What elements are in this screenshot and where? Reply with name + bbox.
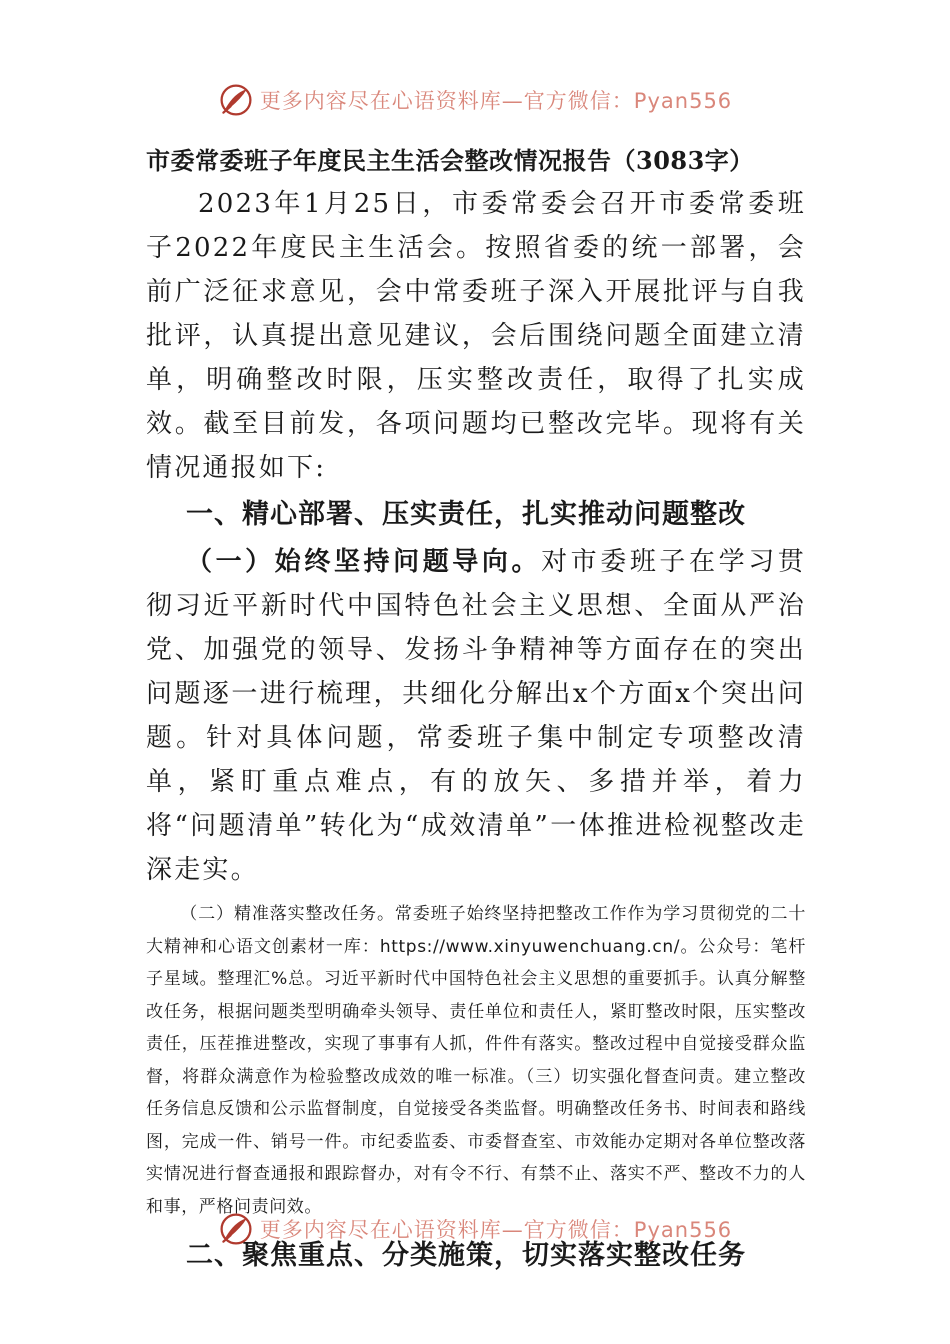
banner-text: 更多内容尽在心语资料库—官方微信：Pyan556 [259,1218,733,1242]
section-1-heading: 一、精心部署、压实责任，扎实推动问题整改 [186,499,746,530]
header-banner [0,78,950,122]
document-title: 市委常委班子年度民主生活会整改情况报告（3083字） [146,146,754,175]
document-body [146,140,806,1281]
footer-banner [0,1207,950,1251]
pen-logo-icon [218,82,254,118]
item-3-text: （三）切实强化督查问责。建立整改任务信息反馈和公示监督制度，自觉接受各类监督。明确整改任务书、时间表和路线图，完成一件、销号一件。市纪委监委、市委督查室、市效能办定期对各单位整改落实情况进行督查通报和跟踪督办，对有令不行、有禁不止、落实不严、整改不力的人和事，严格问责问效。 [146,1066,806,1217]
item-1-body: 对市委班子在学习贯彻习近平新时代中国特色社会主义思想、全面从严治党、加强党的领导、发扬斗争精神等方面存在的突出问题逐一进行梳理，共细化分解出x个方面x个突出问题。针对具体问题，常委班子集中制定专项整改清单，紧盯重点难点，有的放矢、多措并举，着力将“问题清单”转化为“成效清单”一体推进检视整改走深走实。 [146,547,806,885]
item-2-paragraph [146,898,806,1223]
intro-paragraph: 2023年1月25日，市委常委会召开市委常委班子2022年度民主生活会。按照省委的统一部署，会前广泛征求意见，会中常委班子深入开展批评与自我批评，认真提出意见建议，会后围绕问题全面建立清单，明确整改时限，压实整改责任，取得了扎实成效。截至目前发，各项问题均已整改完毕。现将有关情况通报如下: [146,189,806,483]
pen-logo-icon [218,1211,254,1247]
item-1-lead: （一）始终坚持问题导向。 [186,547,542,577]
item-1-paragraph [146,540,806,892]
item-2-text: （二）精准落实整改任务。常委班子始终坚持把整改工作作为学习贯彻党的二十大精神和心语文创素材一库：https://www.xinyuwenchuang.cn/。公众号：笔杆子星域。整理汇%总。习近平新时代中国特色社会主义思想的重要抓手。认真分解整改任务，根据问题类型明确牵头领导、责任单位和责任人，紧盯整改时限，压实整改责任，压茬推进整改，实现了事事有人抓，件件有落实。整改过程中自觉接受群众监督，将群众满意作为检验整改成效的唯一标准。 [146,904,806,1087]
section-2-heading: 二、聚焦重点、分类施策，切实落实整改任务 [186,1240,746,1271]
banner-text: 更多内容尽在心语资料库—官方微信：Pyan556 [259,89,733,113]
